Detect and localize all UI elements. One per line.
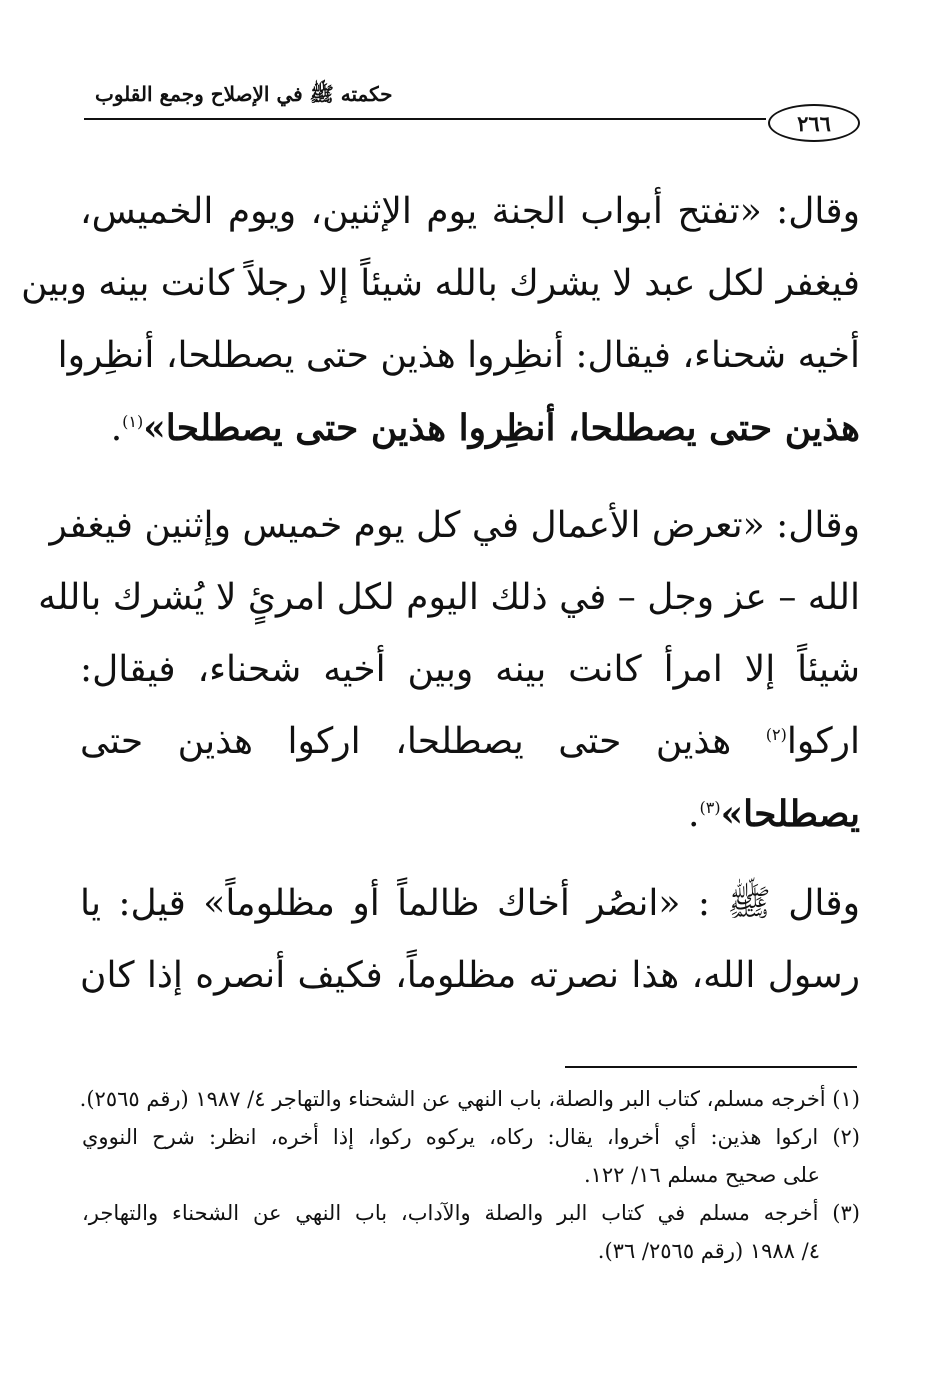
footnote-3-line-1: (٣) أخرجه مسلم في كتاب البر والصلة والآداب، باب النهي عن الشحناء والتهاجر، xyxy=(82,1201,860,1225)
footnote-2-line-1: (٢) اركوا هذين: أي أخروا، يقال: ركاه، يركوه ركوا، إذا أخره، انظر: شرح النووي xyxy=(82,1125,860,1149)
paragraph-2-line-2: الله – عز وجل – في ذلك اليوم لكل امرئٍ لا يُشرك بالله xyxy=(38,577,860,618)
footnote-2-line-2: على صحيح مسلم ١٦/ ١٢٢. xyxy=(583,1163,820,1187)
quote-text: هذين حتى يصطلحا، أنظِروا هذين حتى يصطلحا» xyxy=(143,407,860,449)
footnote-separator xyxy=(565,1066,857,1068)
paragraph-3-line-1: وقال ﷺ : «انصُر أخاك ظالماً أو مظلوماً» قيل: يا xyxy=(80,883,860,924)
paragraph-2 xyxy=(38,490,860,850)
paragraph-2-line-5 xyxy=(80,778,860,850)
paragraph-1-line-2: فيغفر لكل عبد لا يشرك بالله شيئاً إلا رجلاً كانت بينه وبين xyxy=(21,263,860,304)
paragraph-3 xyxy=(80,868,860,1012)
paragraph-1-line-4 xyxy=(80,392,860,464)
footnote-ref-3[interactable]: (٣) xyxy=(699,798,721,817)
paragraph-1-line-3: أخيه شحناء، فيقال: أنظِروا هذين حتى يصطلحا، أنظِروا xyxy=(57,335,860,376)
paragraph-2-line-4 xyxy=(80,706,860,778)
footnote-1 xyxy=(79,1080,860,1118)
footnote-ref-1[interactable]: (١) xyxy=(122,412,144,431)
paragraph-2-line-4-rest: هذين حتى يصطلحا، اركوا هذين حتى xyxy=(80,721,766,762)
footnote-ref-2[interactable]: (٢) xyxy=(765,725,787,744)
paragraph-2-line-3: شيئاً إلا امرأ كانت بينه وبين أخيه شحناء، فيقال: xyxy=(80,649,860,690)
sentence-end-2: . xyxy=(688,794,700,835)
sentence-end: . xyxy=(110,408,123,449)
footnote-3-line-2: ٤/ ١٩٨٨ (رقم ٢٥٦٥/ ٣٦). xyxy=(597,1239,820,1263)
footnote-1-line-1: (١) أخرجه مسلم، كتاب البر والصلة، باب النهي عن الشحناء والتهاجر ٤/ ١٩٨٧ (رقم ٢٥٦٥). xyxy=(79,1087,860,1111)
arkuu-word: اركوا xyxy=(786,721,860,762)
footnote-2 xyxy=(82,1118,860,1194)
header-rule xyxy=(84,118,766,120)
quote-end-text: يصطلحا» xyxy=(720,793,860,835)
page-number: ٢٦٦ xyxy=(768,104,860,142)
footnote-3 xyxy=(82,1194,860,1270)
footnotes xyxy=(79,1080,860,1270)
paragraph-3-line-2: رسول الله، هذا نصرته مظلوماً، فكيف أنصره إذا كان xyxy=(80,955,860,996)
paragraph-1 xyxy=(21,176,860,464)
paragraph-2-line-1: وقال: «تعرض الأعمال في كل يوم خميس وإثنين فيغفر xyxy=(49,505,860,546)
running-title: حكمته ﷺ في الإصلاح وجمع القلوب xyxy=(95,82,393,106)
paragraph-1-line-1: وقال: «تفتح أبواب الجنة يوم الإثنين، ويوم الخميس، xyxy=(80,191,860,232)
